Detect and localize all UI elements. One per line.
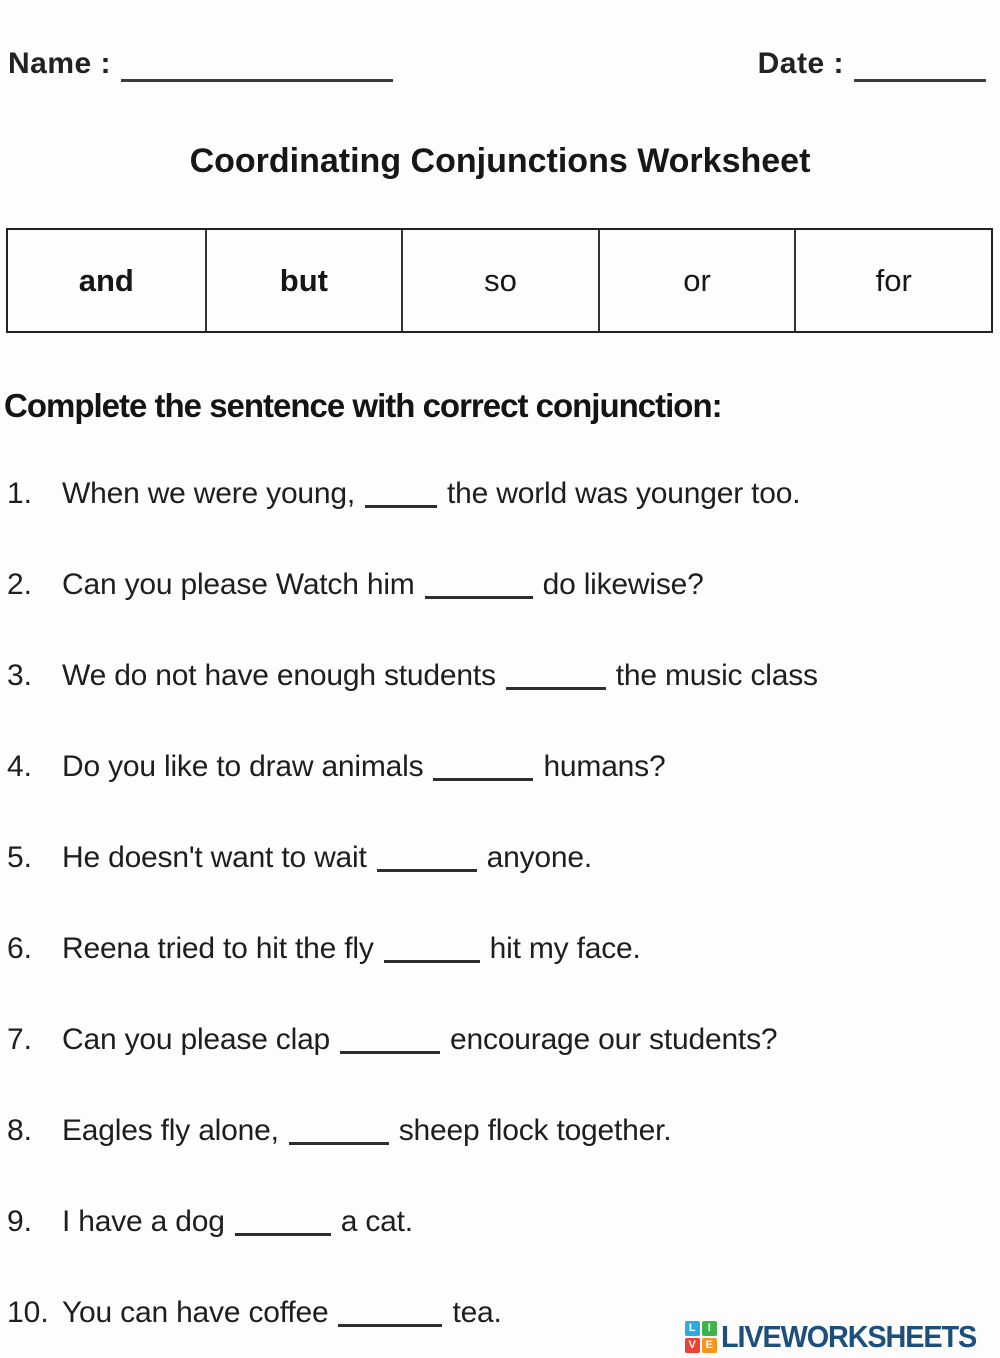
- answer-blank[interactable]: [338, 1315, 442, 1327]
- question-text-before: Reena tried to hit the fly: [62, 932, 374, 965]
- question-text-after: sheep flock together.: [398, 1114, 672, 1147]
- question-number: 1.: [7, 477, 33, 510]
- question-row: [0, 932, 1000, 968]
- word-bank-cell: [8, 230, 205, 331]
- word-bank-cell: [598, 230, 795, 331]
- question-row: [0, 841, 1000, 877]
- question-row: [0, 750, 1000, 786]
- page-title: Coordinating Conjunctions Worksheet: [189, 142, 811, 180]
- question-text-before: Can you please clap: [62, 1023, 331, 1056]
- question-text-before: Can you please Watch him: [62, 568, 415, 601]
- logo-tile-letter: V: [685, 1338, 700, 1353]
- question-text-before: Do you like to draw animals: [62, 750, 424, 783]
- instruction-heading: Complete the sentence with correct conjunction:: [4, 387, 722, 424]
- question-number: 4.: [7, 750, 33, 783]
- name-fill-line[interactable]: [121, 52, 393, 82]
- question-number: 8.: [7, 1114, 33, 1147]
- question-text-before: He doesn't want to wait: [62, 841, 367, 874]
- word-bank-word: for: [875, 262, 912, 298]
- question-text-after: encourage our students?: [450, 1023, 778, 1056]
- answer-blank[interactable]: [384, 951, 480, 963]
- answer-blank[interactable]: [365, 496, 437, 508]
- question-row: [0, 477, 1000, 513]
- word-bank-cell: [205, 230, 402, 331]
- question-text-before: You can have coffee: [62, 1296, 329, 1329]
- header-row: [0, 0, 1000, 82]
- logo-tile-letter: E: [702, 1338, 717, 1353]
- logo-tiles-icon: [685, 1321, 717, 1353]
- question-number: 10.: [7, 1296, 49, 1329]
- answer-blank[interactable]: [433, 769, 533, 781]
- question-text-before: I have a dog: [62, 1205, 225, 1238]
- word-bank-word: or: [683, 262, 711, 298]
- name-field: [8, 46, 393, 82]
- question-list: [0, 477, 1000, 1332]
- question-row: [0, 568, 1000, 604]
- question-number: 2.: [7, 568, 33, 601]
- answer-blank[interactable]: [506, 678, 606, 690]
- answer-blank[interactable]: [377, 860, 477, 872]
- question-row: [0, 1023, 1000, 1059]
- brand-text: LIVEWORKSHEETS: [720, 1319, 976, 1354]
- question-text-before: Eagles fly alone,: [62, 1114, 279, 1147]
- question-text-after: hit my face.: [489, 932, 641, 965]
- name-label: Name :: [8, 47, 112, 80]
- word-bank-word: so: [484, 262, 517, 298]
- liveworksheets-logo[interactable]: [685, 1319, 995, 1355]
- question-row: [0, 659, 1000, 695]
- logo-tile-letter: L: [685, 1321, 700, 1336]
- word-bank-word: but: [279, 262, 328, 298]
- question-number: 3.: [7, 659, 33, 692]
- answer-blank[interactable]: [235, 1224, 331, 1236]
- answer-blank[interactable]: [425, 587, 533, 599]
- question-text-before: We do not have enough students: [62, 659, 496, 692]
- question-number: 5.: [7, 841, 33, 874]
- answer-blank[interactable]: [289, 1133, 389, 1145]
- question-text-after: a cat.: [340, 1205, 413, 1238]
- question-number: 9.: [7, 1205, 33, 1238]
- question-text-after: do likewise?: [542, 568, 704, 601]
- question-text-after: anyone.: [486, 841, 592, 874]
- date-field: [758, 46, 986, 82]
- question-text-after: humans?: [543, 750, 666, 783]
- question-number: 6.: [7, 932, 33, 965]
- question-row: [0, 1205, 1000, 1241]
- question-row: [0, 1114, 1000, 1150]
- question-number: 7.: [7, 1023, 33, 1056]
- question-text-after: the world was younger too.: [447, 477, 801, 510]
- date-label: Date :: [757, 47, 844, 80]
- question-text-before: When we were young,: [62, 477, 356, 510]
- word-bank: [6, 228, 993, 333]
- question-text-after: tea.: [452, 1296, 502, 1329]
- word-bank-word: and: [78, 262, 134, 298]
- word-bank-cell: [794, 230, 991, 331]
- date-fill-line[interactable]: [854, 52, 986, 82]
- question-text-after: the music class: [615, 659, 818, 692]
- word-bank-cell: [401, 230, 598, 331]
- logo-tile-letter: I: [702, 1321, 717, 1336]
- answer-blank[interactable]: [340, 1042, 440, 1054]
